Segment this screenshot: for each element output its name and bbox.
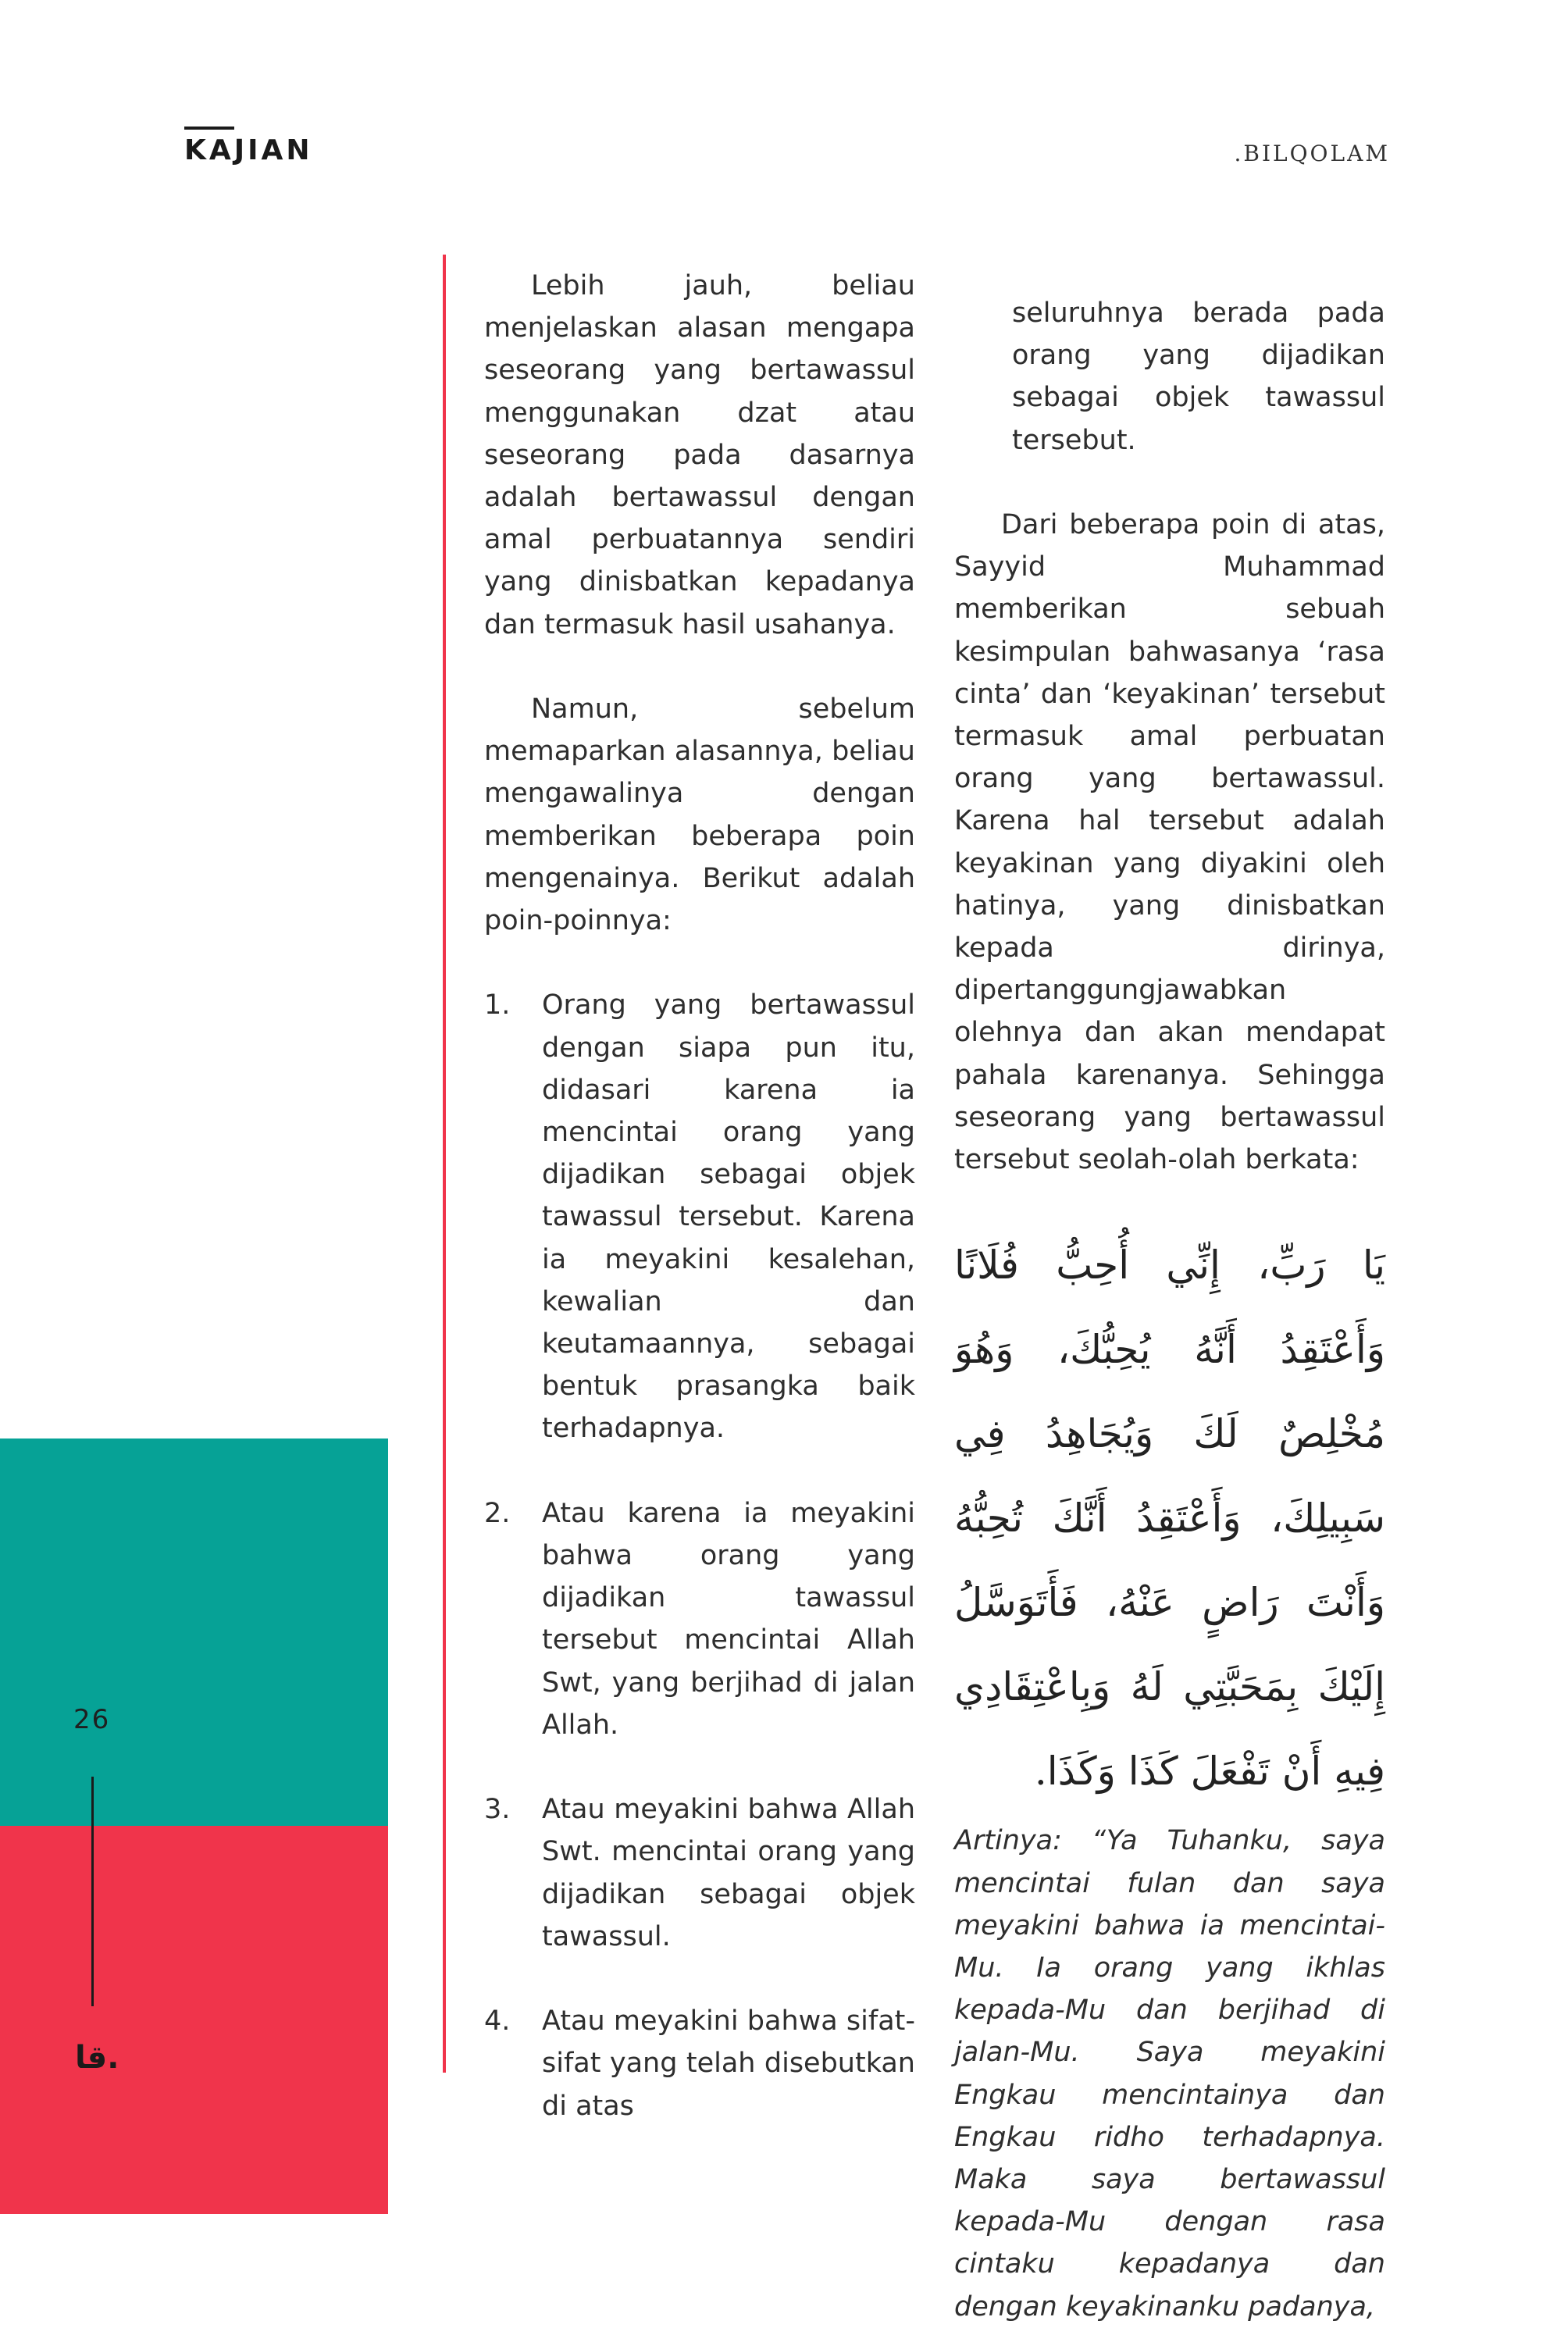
- arabic-text: يَا رَبِّ، إِنِّي أُحِبُّ فُلَانًا وَأَعْتَقِدُ أَنَّهُ يُحِبُّكَ، وَهُوَ مُخْلِصٌ لَكَ وَيُجَاهِدُ فِي سَبِيلِكَ، وَأَعْتَقِدُ أَنَّكَ تُحِبُّهُ وَأَنْتَ رَاضٍ عَنْهُ، فَأَتَوَسَّلُ إِلَيْكَ بِمَحَبَّتِي لَهُ وَبِاعْتِقَادِي فِيهِ أَنْ تَفْعَلَ كَذَا وَكَذَا.: [954, 1242, 1385, 1795]
- section-label: KAJIAN: [184, 134, 313, 166]
- points-list: [484, 984, 915, 2127]
- list-number: 2.: [484, 1497, 511, 1529]
- column-divider: [443, 255, 446, 2073]
- header-rule: [184, 127, 234, 130]
- list-text: Atau karena ia meyakini bahwa orang yang dijadikan tawassul tersebut mencintai Allah Swt, yang berjihad di jalan Allah.: [542, 1497, 915, 1741]
- paragraph: Dari beberapa poin di atas, Sayyid Muhammad memberikan sebuah kesimpulan bahwasanya ‘rasa cinta’ dan ‘keyakinan’ tersebut termasuk amal perbuatan orang yang bertawassul. Karena hal tersebut adalah keyakinan yang diyakini oleh hatinya, yang dinisbatkan kepada dirinya, dipertanggungjawabkan olehnya dan akan mendapat pahala karenanya. Sehingga seseorang yang bertawassul tersebut seolah-olah berkata:: [954, 509, 1385, 1176]
- teal-color-block: [0, 1439, 388, 1826]
- left-column: [484, 265, 915, 2169]
- right-column: [954, 265, 1385, 2328]
- arabic-quote: [954, 1223, 1385, 1813]
- list-number: 3.: [484, 1794, 511, 1826]
- translation-text: Artinya: “Ya Tuhanku, saya mencintai fulan dan saya meyakini bahwa ia mencintai-Mu. Ia orang yang ikhlas kepada-Mu dan berjihad di jalan-Mu. Saya meyakini Engkau mencintainya dan Engkau ridho terhadapnya. Maka saya bertawassul kepada-Mu dengan rasa cintaku kepadanya dan dengan keyakinanku padanya,: [954, 1825, 1385, 2323]
- brand-name: .BILQOLAM: [1234, 141, 1390, 166]
- red-color-block: [0, 1826, 388, 2214]
- magazine-logo: قا.: [75, 2040, 119, 2076]
- paragraph: Namun, sebelum memaparkan alasannya, beliau mengawalinya dengan memberikan beberapa poin mengenainya. Berikut adalah poin-poinnya:: [484, 693, 915, 937]
- page-number-line: [91, 1777, 94, 2006]
- list-text: Atau meyakini bahwa sifat-sifat yang telah disebutkan di atas: [542, 2005, 915, 2122]
- list-number: 1.: [484, 989, 511, 1021]
- page-number: 26: [73, 1704, 111, 1735]
- list-item: [484, 984, 915, 1449]
- list-text: Atau meyakini bahwa Allah Swt. mencintai orang yang dijadikan sebagai objek tawassul.: [542, 1794, 915, 1952]
- list-item: [484, 1492, 915, 1746]
- paragraph: Lebih jauh, beliau menjelaskan alasan mengapa seseorang yang bertawassul menggunakan dzat atau seseorang pada dasarnya adalah bertawassul dengan amal perbuatannya sendiri yang dinisbatkan kepadanya dan termasuk hasil usahanya.: [484, 270, 915, 640]
- list-item: [484, 1788, 915, 1958]
- list-continuation: seluruhnya berada pada orang yang dijadikan sebagai objek tawassul tersebut.: [1012, 298, 1385, 456]
- list-item: [484, 2000, 915, 2127]
- list-text: Orang yang bertawassul dengan siapa pun itu, didasari karena ia mencintai orang yang dijadikan sebagai objek tawassul tersebut. Karena ia meyakini kesalehan, kewalian dan keutamaannya, sebagai bentuk prasangka baik terhadapnya.: [542, 989, 915, 1445]
- list-number: 4.: [484, 2005, 511, 2037]
